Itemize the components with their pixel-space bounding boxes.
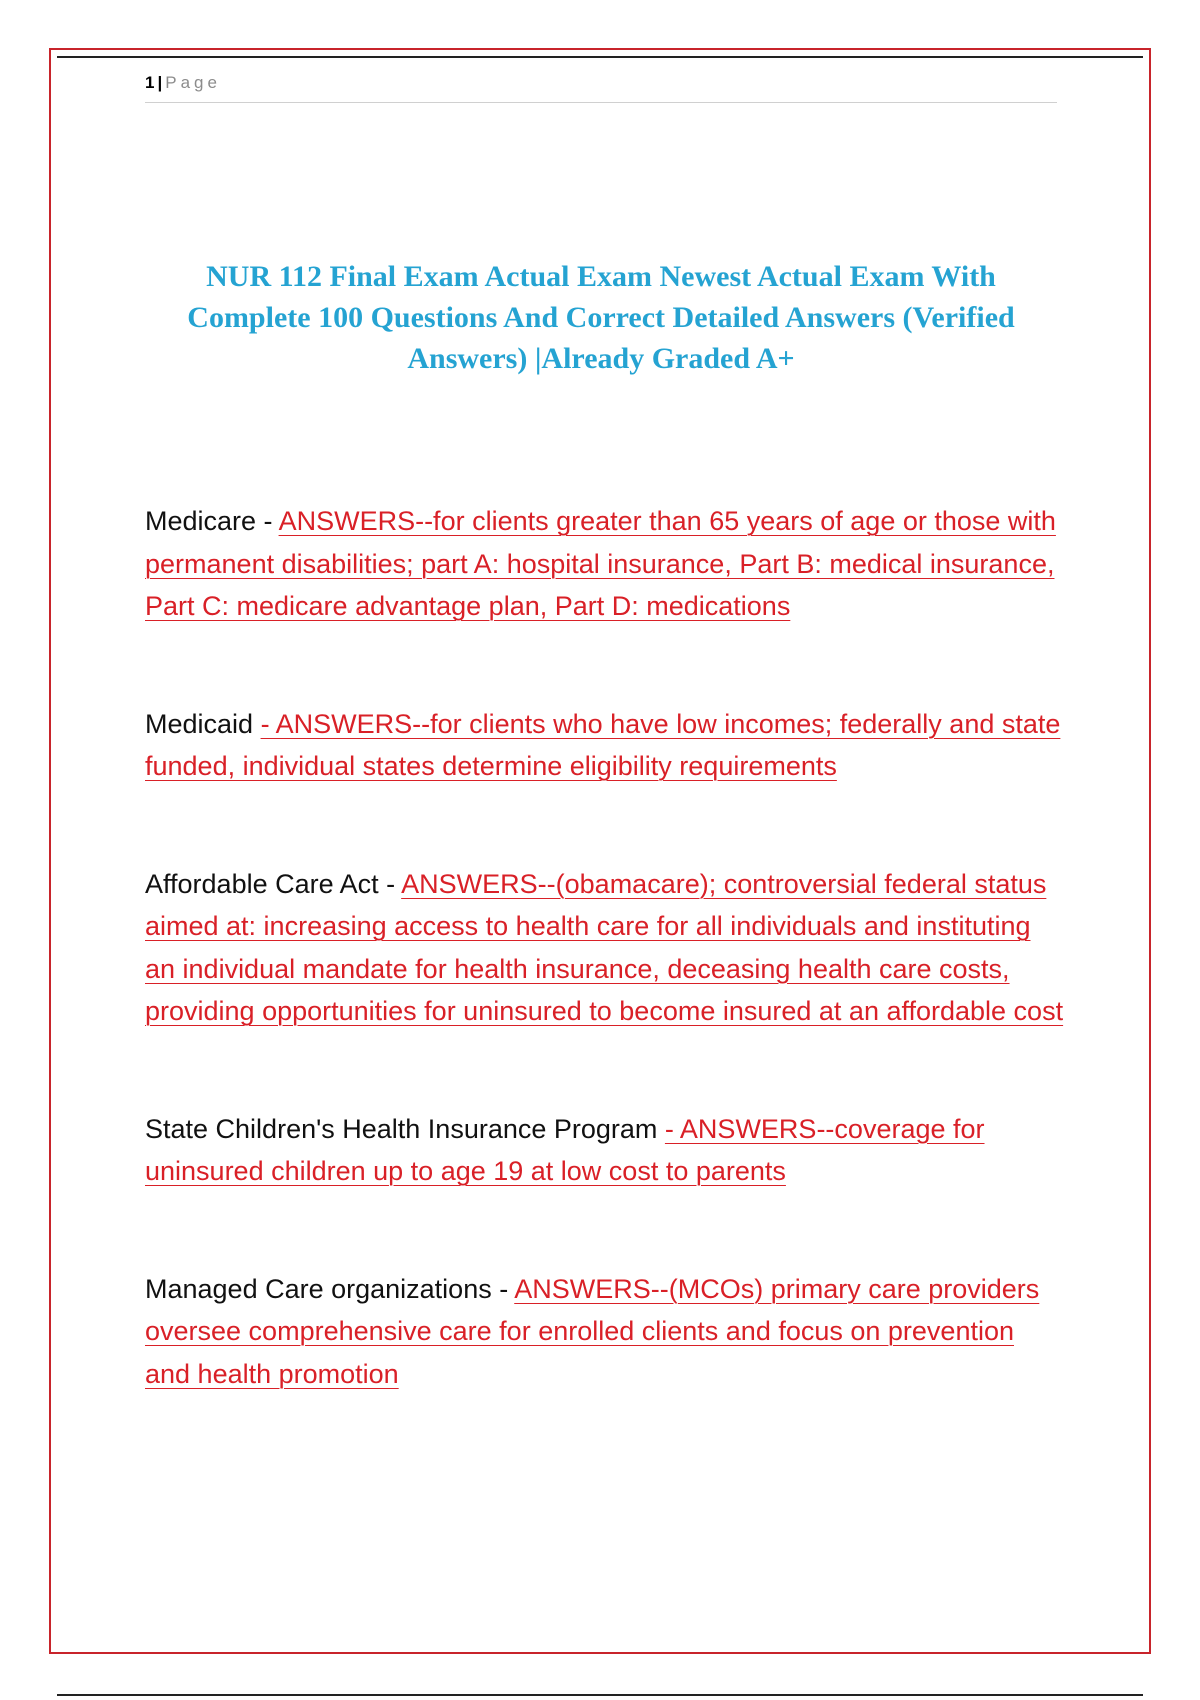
page-separator: | — [157, 73, 163, 92]
term-schip: State Children's Health Insurance Program — [145, 1113, 665, 1144]
qa-item-schip — [145, 1108, 1065, 1193]
qa-item-medicare — [145, 500, 1065, 628]
qa-item-affordable-care-act — [145, 863, 1065, 1033]
top-rule — [57, 56, 1143, 58]
term-medicare: Medicare - — [145, 506, 279, 536]
answer-managed-care: ANSWERS--(MCOs) primary care providers oversee comprehensive care for enrolled clients and focus on prevention and health promotion — [145, 1273, 1040, 1389]
page-number: 1 — [145, 73, 155, 92]
qa-item-managed-care — [145, 1268, 1065, 1396]
term-medicaid: Medicaid — [145, 708, 261, 739]
answer-medicaid: - ANSWERS--for clients who have low incomes; federally and state funded, individual states determine eligibility requirements — [145, 708, 1061, 781]
answer-schip: - ANSWERS--coverage for uninsured children up to age 19 at low cost to parents — [145, 1113, 985, 1186]
page-label: Page — [165, 73, 221, 92]
page-header — [145, 72, 1057, 103]
bottom-rule — [57, 1694, 1143, 1696]
answer-affordable-care-act: ANSWERS--(obamacare); controversial federal status aimed at: increasing access to health care for all individuals and instituting an individual mandate for health insurance, deceasing health care costs, providing opportunities for uninsured to become insured at an affordable cost — [145, 868, 1064, 1026]
term-affordable-care-act: Affordable Care Act - — [145, 868, 402, 899]
term-managed-care: Managed Care organizations - — [145, 1273, 515, 1304]
answer-medicare: ANSWERS--for clients greater than 65 years of age or those with permanent disabilities; part A: hospital insurance, Part B: medical insurance, Part C: medicare advantage plan, Part D: medications — [145, 506, 1056, 621]
document-title: NUR 112 Final Exam Actual Exam Newest Actual Exam With Complete 100 Questions And Correct Detailed Answers (Verified Answers) |Already Graded A+ — [187, 260, 1015, 375]
qa-list — [145, 500, 1065, 1395]
qa-item-medicaid — [145, 703, 1065, 788]
